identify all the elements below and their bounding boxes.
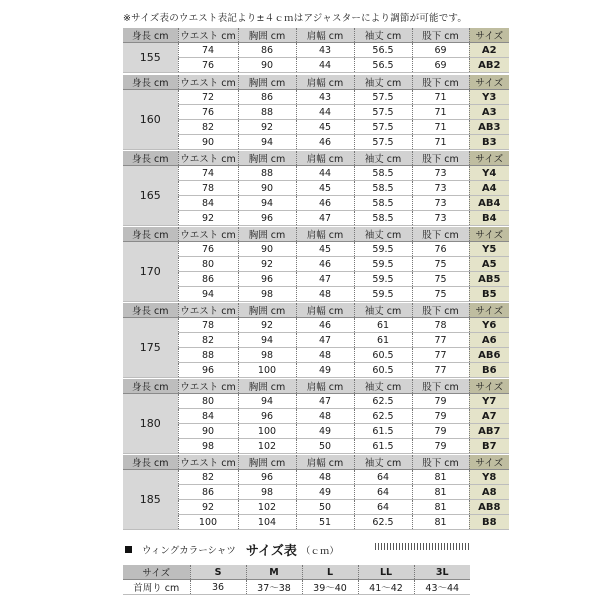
waist-value: 92 <box>178 211 238 226</box>
table-row <box>123 58 509 73</box>
size-value: A2 <box>469 43 509 58</box>
header-shoulder: 肩幅 cm <box>296 151 354 166</box>
waist-value: 78 <box>178 181 238 196</box>
header-chest: 胸囲 cm <box>238 151 296 166</box>
inseam-value: 77 <box>412 333 469 348</box>
header-shoulder: 肩幅 cm <box>296 227 354 242</box>
shirt-unit: （ｃｍ） <box>300 545 339 557</box>
waist-value: 82 <box>178 470 238 485</box>
shoulder-value: 48 <box>296 287 354 302</box>
shoulder-value: 45 <box>296 120 354 135</box>
shirt-size-l: L <box>302 565 358 580</box>
shoulder-value: 48 <box>296 409 354 424</box>
inseam-value: 78 <box>412 318 469 333</box>
sleeve-value: 62.5 <box>354 409 412 424</box>
header-size: サイズ <box>469 227 509 242</box>
header-waist: ウエスト cm <box>178 303 238 318</box>
inseam-value: 75 <box>412 257 469 272</box>
header-waist: ウエスト cm <box>178 75 238 90</box>
shirt-row-label: 首周り cm <box>123 580 190 595</box>
header-sleeve: 袖丈 cm <box>354 379 412 394</box>
sleeve-value: 58.5 <box>354 181 412 196</box>
inseam-value: 69 <box>412 58 469 73</box>
sleeve-value: 56.5 <box>354 43 412 58</box>
header-size: サイズ <box>469 455 509 470</box>
size-value: AB6 <box>469 348 509 363</box>
chest-value: 98 <box>238 348 296 363</box>
table-row <box>123 211 509 226</box>
size-value: AB2 <box>469 58 509 73</box>
header-inseam: 股下 cm <box>412 75 469 90</box>
chest-value: 98 <box>238 485 296 500</box>
shoulder-value: 48 <box>296 348 354 363</box>
header-chest: 胸囲 cm <box>238 379 296 394</box>
size-block-185 <box>123 455 509 530</box>
decorative-stripes <box>375 543 470 550</box>
header-size: サイズ <box>469 151 509 166</box>
shirt-subtitle: ウィングカラーシャツ <box>142 545 236 557</box>
chest-value: 94 <box>238 196 296 211</box>
inseam-value: 71 <box>412 135 469 150</box>
height-value: 185 <box>123 470 178 530</box>
size-value: A8 <box>469 485 509 500</box>
shirt-size-table <box>123 565 470 595</box>
header-height: 身長 cm <box>123 28 178 43</box>
header-height: 身長 cm <box>123 151 178 166</box>
sleeve-value: 61.5 <box>354 424 412 439</box>
size-value: Y6 <box>469 318 509 333</box>
inseam-value: 73 <box>412 196 469 211</box>
inseam-value: 79 <box>412 424 469 439</box>
waist-value: 94 <box>178 287 238 302</box>
table-row <box>123 43 509 58</box>
table-row <box>123 409 509 424</box>
inseam-value: 81 <box>412 485 469 500</box>
sleeve-value: 58.5 <box>354 196 412 211</box>
table-row <box>123 196 509 211</box>
block-header-row <box>123 303 509 318</box>
inseam-value: 79 <box>412 409 469 424</box>
inseam-value: 77 <box>412 348 469 363</box>
inseam-value: 73 <box>412 211 469 226</box>
size-value: AB8 <box>469 500 509 515</box>
header-sleeve: 袖丈 cm <box>354 75 412 90</box>
size-value: B8 <box>469 515 509 530</box>
waist-value: 90 <box>178 424 238 439</box>
height-value: 155 <box>123 43 178 73</box>
waist-value: 82 <box>178 333 238 348</box>
table-row <box>123 181 509 196</box>
block-header-row <box>123 455 509 470</box>
waist-value: 88 <box>178 348 238 363</box>
inseam-value: 79 <box>412 439 469 454</box>
chest-value: 94 <box>238 135 296 150</box>
waist-value: 90 <box>178 135 238 150</box>
table-row <box>123 348 509 363</box>
waist-value: 80 <box>178 394 238 409</box>
sleeve-value: 56.5 <box>354 58 412 73</box>
height-value: 170 <box>123 242 178 302</box>
inseam-value: 71 <box>412 120 469 135</box>
header-waist: ウエスト cm <box>178 455 238 470</box>
waist-value: 74 <box>178 43 238 58</box>
header-size: サイズ <box>469 75 509 90</box>
size-block-175 <box>123 303 509 378</box>
size-value: Y5 <box>469 242 509 257</box>
header-size: サイズ <box>469 28 509 43</box>
shirt-header-row <box>123 565 470 580</box>
sleeve-value: 64 <box>354 485 412 500</box>
table-row <box>123 135 509 150</box>
shoulder-value: 47 <box>296 394 354 409</box>
chest-value: 90 <box>238 242 296 257</box>
shoulder-value: 46 <box>296 318 354 333</box>
header-waist: ウエスト cm <box>178 227 238 242</box>
shoulder-value: 44 <box>296 58 354 73</box>
chest-value: 96 <box>238 272 296 287</box>
chest-value: 92 <box>238 120 296 135</box>
table-row <box>123 318 509 333</box>
table-row <box>123 515 509 530</box>
size-value: B6 <box>469 363 509 378</box>
waist-value: 92 <box>178 500 238 515</box>
header-shoulder: 肩幅 cm <box>296 303 354 318</box>
waist-value: 76 <box>178 105 238 120</box>
chest-value: 88 <box>238 166 296 181</box>
sleeve-value: 59.5 <box>354 242 412 257</box>
inseam-value: 69 <box>412 43 469 58</box>
shoulder-value: 51 <box>296 515 354 530</box>
size-value: A7 <box>469 409 509 424</box>
shirt-size-m: M <box>246 565 302 580</box>
chest-value: 86 <box>238 43 296 58</box>
shirt-title: サイズ表 <box>245 544 297 559</box>
header-chest: 胸囲 cm <box>238 75 296 90</box>
sleeve-value: 64 <box>354 500 412 515</box>
chest-value: 102 <box>238 500 296 515</box>
shirt-size-ll: LL <box>358 565 414 580</box>
table-row <box>123 287 509 302</box>
height-value: 165 <box>123 166 178 226</box>
waist-value: 72 <box>178 90 238 105</box>
shirt-value: 41〜42 <box>358 580 414 595</box>
table-row <box>123 105 509 120</box>
header-inseam: 股下 cm <box>412 303 469 318</box>
square-bullet-icon <box>125 546 132 553</box>
size-value: AB5 <box>469 272 509 287</box>
size-value: B3 <box>469 135 509 150</box>
header-inseam: 股下 cm <box>412 151 469 166</box>
waist-value: 100 <box>178 515 238 530</box>
table-row <box>123 242 509 257</box>
shirt-value: 39〜40 <box>302 580 358 595</box>
shoulder-value: 49 <box>296 424 354 439</box>
size-block-165 <box>123 151 509 226</box>
table-row <box>123 333 509 348</box>
header-sleeve: 袖丈 cm <box>354 455 412 470</box>
header-shoulder: 肩幅 cm <box>296 75 354 90</box>
inseam-value: 73 <box>412 181 469 196</box>
inseam-value: 75 <box>412 287 469 302</box>
chest-value: 96 <box>238 409 296 424</box>
chest-value: 92 <box>238 257 296 272</box>
sleeve-value: 59.5 <box>354 287 412 302</box>
shirt-value: 36 <box>190 580 246 595</box>
chest-value: 92 <box>238 318 296 333</box>
shirt-header-label: サイズ <box>123 565 190 580</box>
header-chest: 胸囲 cm <box>238 455 296 470</box>
sleeve-value: 57.5 <box>354 105 412 120</box>
shoulder-value: 50 <box>296 439 354 454</box>
waist-value: 80 <box>178 257 238 272</box>
inseam-value: 71 <box>412 90 469 105</box>
header-shoulder: 肩幅 cm <box>296 455 354 470</box>
sleeve-value: 62.5 <box>354 394 412 409</box>
header-sleeve: 袖丈 cm <box>354 303 412 318</box>
size-value: Y8 <box>469 470 509 485</box>
header-shoulder: 肩幅 cm <box>296 28 354 43</box>
chest-value: 90 <box>238 58 296 73</box>
size-block-155 <box>123 28 509 73</box>
waist-value: 74 <box>178 166 238 181</box>
shoulder-value: 46 <box>296 257 354 272</box>
size-value: Y3 <box>469 90 509 105</box>
sleeve-value: 57.5 <box>354 90 412 105</box>
sleeve-value: 64 <box>354 470 412 485</box>
sleeve-value: 58.5 <box>354 166 412 181</box>
inseam-value: 81 <box>412 515 469 530</box>
sleeve-value: 58.5 <box>354 211 412 226</box>
size-value: A3 <box>469 105 509 120</box>
waist-value: 96 <box>178 363 238 378</box>
chest-value: 90 <box>238 181 296 196</box>
inseam-value: 79 <box>412 394 469 409</box>
block-header-row <box>123 28 509 43</box>
size-value: AB4 <box>469 196 509 211</box>
table-row <box>123 166 509 181</box>
table-row <box>123 424 509 439</box>
header-inseam: 股下 cm <box>412 455 469 470</box>
header-inseam: 股下 cm <box>412 379 469 394</box>
table-row <box>123 257 509 272</box>
waist-value: 98 <box>178 439 238 454</box>
sleeve-value: 62.5 <box>354 515 412 530</box>
shoulder-value: 44 <box>296 105 354 120</box>
header-chest: 胸囲 cm <box>238 303 296 318</box>
header-sleeve: 袖丈 cm <box>354 28 412 43</box>
shoulder-value: 50 <box>296 500 354 515</box>
shirt-value: 37〜38 <box>246 580 302 595</box>
waist-value: 78 <box>178 318 238 333</box>
shirt-size-s: S <box>190 565 246 580</box>
chest-value: 94 <box>238 333 296 348</box>
table-row <box>123 439 509 454</box>
shoulder-value: 47 <box>296 272 354 287</box>
size-value: A4 <box>469 181 509 196</box>
header-height: 身長 cm <box>123 379 178 394</box>
shoulder-value: 43 <box>296 90 354 105</box>
chest-value: 100 <box>238 424 296 439</box>
table-row <box>123 363 509 378</box>
shoulder-value: 49 <box>296 485 354 500</box>
header-height: 身長 cm <box>123 227 178 242</box>
waist-value: 76 <box>178 242 238 257</box>
size-block-170 <box>123 227 509 302</box>
shoulder-value: 47 <box>296 211 354 226</box>
header-height: 身長 cm <box>123 75 178 90</box>
waist-value: 82 <box>178 120 238 135</box>
size-block-160 <box>123 75 509 150</box>
height-value: 175 <box>123 318 178 378</box>
chest-value: 94 <box>238 394 296 409</box>
table-row <box>123 500 509 515</box>
sleeve-value: 61.5 <box>354 439 412 454</box>
table-row <box>123 394 509 409</box>
table-row <box>123 120 509 135</box>
shoulder-value: 44 <box>296 166 354 181</box>
chest-value: 96 <box>238 211 296 226</box>
size-value: A6 <box>469 333 509 348</box>
block-header-row <box>123 227 509 242</box>
shoulder-value: 46 <box>296 196 354 211</box>
inseam-value: 81 <box>412 500 469 515</box>
size-value: AB3 <box>469 120 509 135</box>
chest-value: 104 <box>238 515 296 530</box>
sleeve-value: 61 <box>354 333 412 348</box>
header-shoulder: 肩幅 cm <box>296 379 354 394</box>
header-size: サイズ <box>469 303 509 318</box>
header-sleeve: 袖丈 cm <box>354 227 412 242</box>
inseam-value: 75 <box>412 272 469 287</box>
sleeve-value: 60.5 <box>354 348 412 363</box>
size-value: A5 <box>469 257 509 272</box>
inseam-value: 81 <box>412 470 469 485</box>
header-waist: ウエスト cm <box>178 379 238 394</box>
table-row <box>123 90 509 105</box>
size-block-180 <box>123 379 509 454</box>
waist-value: 84 <box>178 196 238 211</box>
height-value: 160 <box>123 90 178 150</box>
block-header-row <box>123 75 509 90</box>
sleeve-value: 59.5 <box>354 257 412 272</box>
table-row <box>123 470 509 485</box>
shoulder-value: 46 <box>296 135 354 150</box>
block-header-row <box>123 379 509 394</box>
shoulder-value: 47 <box>296 333 354 348</box>
header-inseam: 股下 cm <box>412 28 469 43</box>
chest-value: 100 <box>238 363 296 378</box>
adjuster-note: ※サイズ表のウエスト表記より±４ｃｍはアジャスターにより調節が可能です。 <box>123 13 468 24</box>
header-sleeve: 袖丈 cm <box>354 151 412 166</box>
shoulder-value: 49 <box>296 363 354 378</box>
header-waist: ウエスト cm <box>178 151 238 166</box>
chest-value: 96 <box>238 470 296 485</box>
size-value: B7 <box>469 439 509 454</box>
waist-value: 86 <box>178 272 238 287</box>
sleeve-value: 61 <box>354 318 412 333</box>
waist-value: 84 <box>178 409 238 424</box>
size-value: B5 <box>469 287 509 302</box>
table-row <box>123 485 509 500</box>
header-waist: ウエスト cm <box>178 28 238 43</box>
size-value: Y4 <box>469 166 509 181</box>
waist-value: 86 <box>178 485 238 500</box>
chest-value: 86 <box>238 90 296 105</box>
header-inseam: 股下 cm <box>412 227 469 242</box>
inseam-value: 76 <box>412 242 469 257</box>
table-row <box>123 272 509 287</box>
shoulder-value: 45 <box>296 181 354 196</box>
inseam-value: 71 <box>412 105 469 120</box>
chest-value: 98 <box>238 287 296 302</box>
height-value: 180 <box>123 394 178 454</box>
size-value: Y7 <box>469 394 509 409</box>
chest-value: 88 <box>238 105 296 120</box>
block-header-row <box>123 151 509 166</box>
waist-value: 76 <box>178 58 238 73</box>
header-chest: 胸囲 cm <box>238 227 296 242</box>
shirt-value: 43〜44 <box>414 580 470 595</box>
header-chest: 胸囲 cm <box>238 28 296 43</box>
size-value: B4 <box>469 211 509 226</box>
inseam-value: 77 <box>412 363 469 378</box>
header-height: 身長 cm <box>123 303 178 318</box>
shirt-neck-row <box>123 580 470 595</box>
sleeve-value: 60.5 <box>354 363 412 378</box>
sleeve-value: 57.5 <box>354 120 412 135</box>
shirt-size-3l: 3L <box>414 565 470 580</box>
header-height: 身長 cm <box>123 455 178 470</box>
header-size: サイズ <box>469 379 509 394</box>
shoulder-value: 43 <box>296 43 354 58</box>
shoulder-value: 48 <box>296 470 354 485</box>
size-value: AB7 <box>469 424 509 439</box>
sleeve-value: 57.5 <box>354 135 412 150</box>
shoulder-value: 45 <box>296 242 354 257</box>
inseam-value: 73 <box>412 166 469 181</box>
chest-value: 102 <box>238 439 296 454</box>
sleeve-value: 59.5 <box>354 272 412 287</box>
